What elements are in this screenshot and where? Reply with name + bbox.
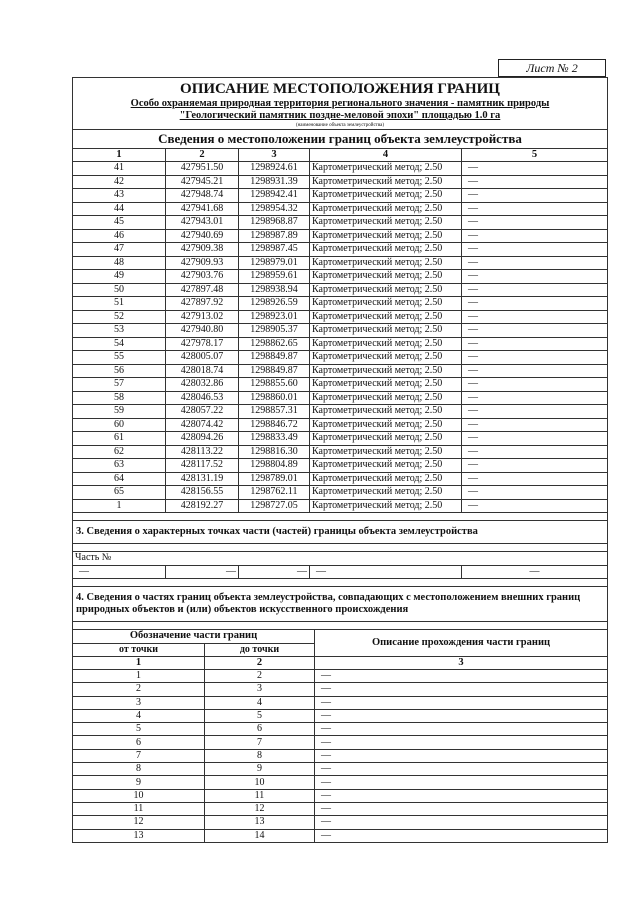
x-coordinate: 428032.86 bbox=[166, 378, 239, 392]
method-accuracy: Картометрический метод; 2.50 bbox=[310, 445, 462, 459]
table-row bbox=[73, 816, 608, 829]
y-coordinate: 1298846.72 bbox=[239, 418, 310, 432]
y-coordinate: 1298924.61 bbox=[239, 162, 310, 176]
y-coordinate: 1298789.01 bbox=[239, 472, 310, 486]
point-description: — bbox=[462, 243, 608, 257]
y-coordinate: 1298987.89 bbox=[239, 229, 310, 243]
boundary-part-group-header: Обозначение части границ bbox=[73, 630, 315, 644]
part-dash-row bbox=[73, 565, 608, 579]
y-coordinate: 1298849.87 bbox=[239, 351, 310, 365]
table-row bbox=[73, 829, 608, 842]
y-coordinate: 1298938.94 bbox=[239, 283, 310, 297]
point-description: — bbox=[462, 229, 608, 243]
sheet-number: Лист № 2 bbox=[498, 59, 606, 77]
method-accuracy: Картометрический метод; 2.50 bbox=[310, 418, 462, 432]
part-dash-cell: — bbox=[73, 565, 166, 579]
y-coordinate: 1298979.01 bbox=[239, 256, 310, 270]
from-point: 11 bbox=[73, 802, 205, 815]
passage-description: — bbox=[315, 683, 608, 696]
x-coordinate: 428046.53 bbox=[166, 391, 239, 405]
part-number-label: Часть № bbox=[73, 552, 608, 566]
x-coordinate: 428156.55 bbox=[166, 486, 239, 500]
col-number-3: 3 bbox=[315, 657, 608, 670]
method-accuracy: Картометрический метод; 2.50 bbox=[310, 216, 462, 230]
method-accuracy: Картометрический метод; 2.50 bbox=[310, 162, 462, 176]
table-row bbox=[73, 162, 608, 176]
section3-title: 3. Сведения о характерных точках части (частей) границы объекта землеустройства bbox=[73, 521, 608, 544]
y-coordinate: 1298804.89 bbox=[239, 459, 310, 473]
to-point: 6 bbox=[205, 723, 315, 736]
x-coordinate: 428113.22 bbox=[166, 445, 239, 459]
y-coordinate: 1298862.65 bbox=[239, 337, 310, 351]
method-accuracy: Картометрический метод; 2.50 bbox=[310, 324, 462, 338]
table-row bbox=[73, 789, 608, 802]
method-accuracy: Картометрический метод; 2.50 bbox=[310, 459, 462, 473]
x-coordinate: 427948.74 bbox=[166, 189, 239, 203]
to-point: 12 bbox=[205, 802, 315, 815]
table-row bbox=[73, 486, 608, 500]
from-point: 12 bbox=[73, 816, 205, 829]
passage-description: — bbox=[315, 749, 608, 762]
passage-description: — bbox=[315, 696, 608, 709]
section4-column-number-row bbox=[73, 657, 608, 670]
table-row bbox=[73, 297, 608, 311]
point-description: — bbox=[462, 391, 608, 405]
x-coordinate: 427940.69 bbox=[166, 229, 239, 243]
y-coordinate: 1298727.05 bbox=[239, 499, 310, 513]
point-description: — bbox=[462, 202, 608, 216]
method-accuracy: Картометрический метод; 2.50 bbox=[310, 229, 462, 243]
object-description-line2: "Геологический памятник поздне-меловой эпохи" площадью 1.0 га bbox=[179, 110, 501, 121]
passage-description: — bbox=[315, 670, 608, 683]
col-number-2: 2 bbox=[205, 657, 315, 670]
passage-description: — bbox=[315, 776, 608, 789]
y-coordinate: 1298954.32 bbox=[239, 202, 310, 216]
passage-description: — bbox=[315, 709, 608, 722]
point-number: 45 bbox=[73, 216, 166, 230]
table-row bbox=[73, 670, 608, 683]
table-row bbox=[73, 256, 608, 270]
col-number-3: 3 bbox=[239, 149, 310, 162]
x-coordinate: 427943.01 bbox=[166, 216, 239, 230]
point-description: — bbox=[462, 432, 608, 446]
y-coordinate: 1298942.41 bbox=[239, 189, 310, 203]
point-number: 64 bbox=[73, 472, 166, 486]
from-point: 4 bbox=[73, 709, 205, 722]
from-point: 8 bbox=[73, 763, 205, 776]
x-coordinate: 427909.93 bbox=[166, 256, 239, 270]
from-point: 13 bbox=[73, 829, 205, 842]
from-point: 3 bbox=[73, 696, 205, 709]
table-row bbox=[73, 391, 608, 405]
point-number: 47 bbox=[73, 243, 166, 257]
x-coordinate: 428094.26 bbox=[166, 432, 239, 446]
table-row bbox=[73, 499, 608, 513]
passage-description: — bbox=[315, 789, 608, 802]
y-coordinate: 1298905.37 bbox=[239, 324, 310, 338]
point-number: 59 bbox=[73, 405, 166, 419]
to-point: 8 bbox=[205, 749, 315, 762]
method-accuracy: Картометрический метод; 2.50 bbox=[310, 364, 462, 378]
description-header: Описание прохождения части границ bbox=[315, 630, 608, 657]
y-coordinate: 1298931.39 bbox=[239, 175, 310, 189]
table-row bbox=[73, 310, 608, 324]
col-number-1: 1 bbox=[73, 149, 166, 162]
to-point: 13 bbox=[205, 816, 315, 829]
to-point: 14 bbox=[205, 829, 315, 842]
point-number: 42 bbox=[73, 175, 166, 189]
point-description: — bbox=[462, 337, 608, 351]
x-coordinate: 427945.21 bbox=[166, 175, 239, 189]
point-number: 49 bbox=[73, 270, 166, 284]
point-description: — bbox=[462, 364, 608, 378]
document-page bbox=[72, 77, 607, 843]
x-coordinate: 427897.48 bbox=[166, 283, 239, 297]
table-row bbox=[73, 202, 608, 216]
to-point: 10 bbox=[205, 776, 315, 789]
to-point: 5 bbox=[205, 709, 315, 722]
method-accuracy: Картометрический метод; 2.50 bbox=[310, 337, 462, 351]
point-number: 46 bbox=[73, 229, 166, 243]
col-number-2: 2 bbox=[166, 149, 239, 162]
point-description: — bbox=[462, 270, 608, 284]
from-point: 2 bbox=[73, 683, 205, 696]
y-coordinate: 1298968.87 bbox=[239, 216, 310, 230]
part-points-table bbox=[72, 513, 608, 586]
point-number: 48 bbox=[73, 256, 166, 270]
table-row bbox=[73, 749, 608, 762]
point-number: 55 bbox=[73, 351, 166, 365]
point-description: — bbox=[462, 256, 608, 270]
table-row bbox=[73, 763, 608, 776]
x-coordinate: 427978.17 bbox=[166, 337, 239, 351]
part-dash-cell: — bbox=[462, 565, 608, 579]
y-coordinate: 1298816.30 bbox=[239, 445, 310, 459]
y-coordinate: 1298762.11 bbox=[239, 486, 310, 500]
document-title: ОПИСАНИЕ МЕСТОПОЛОЖЕНИЯ ГРАНИЦ bbox=[180, 81, 500, 97]
point-number: 58 bbox=[73, 391, 166, 405]
point-description: — bbox=[462, 405, 608, 419]
table-row bbox=[73, 175, 608, 189]
x-coordinate: 427913.02 bbox=[166, 310, 239, 324]
point-description: — bbox=[462, 310, 608, 324]
method-accuracy: Картометрический метод; 2.50 bbox=[310, 378, 462, 392]
col-number-1: 1 bbox=[73, 657, 205, 670]
point-number: 60 bbox=[73, 418, 166, 432]
from-point: 7 bbox=[73, 749, 205, 762]
table-row bbox=[73, 270, 608, 284]
part-dash-cell: — bbox=[310, 565, 462, 579]
method-accuracy: Картометрический метод; 2.50 bbox=[310, 499, 462, 513]
method-accuracy: Картометрический метод; 2.50 bbox=[310, 189, 462, 203]
table-row bbox=[73, 445, 608, 459]
y-coordinate: 1298926.59 bbox=[239, 297, 310, 311]
point-number: 62 bbox=[73, 445, 166, 459]
table-row bbox=[73, 709, 608, 722]
point-number: 50 bbox=[73, 283, 166, 297]
method-accuracy: Картометрический метод; 2.50 bbox=[310, 256, 462, 270]
point-number: 54 bbox=[73, 337, 166, 351]
point-number: 56 bbox=[73, 364, 166, 378]
table-row bbox=[73, 696, 608, 709]
table-row bbox=[73, 229, 608, 243]
col-number-4: 4 bbox=[310, 149, 462, 162]
y-coordinate: 1298959.61 bbox=[239, 270, 310, 284]
point-description: — bbox=[462, 189, 608, 203]
method-accuracy: Картометрический метод; 2.50 bbox=[310, 486, 462, 500]
x-coordinate: 427897.92 bbox=[166, 297, 239, 311]
y-coordinate: 1298855.60 bbox=[239, 378, 310, 392]
passage-description: — bbox=[315, 829, 608, 842]
y-coordinate: 1298857.31 bbox=[239, 405, 310, 419]
method-accuracy: Картометрический метод; 2.50 bbox=[310, 351, 462, 365]
column-number-row bbox=[73, 149, 608, 162]
method-accuracy: Картометрический метод; 2.50 bbox=[310, 243, 462, 257]
passage-description: — bbox=[315, 763, 608, 776]
table-row bbox=[73, 351, 608, 365]
table-row bbox=[73, 216, 608, 230]
table-row bbox=[73, 337, 608, 351]
table-row bbox=[73, 459, 608, 473]
method-accuracy: Картометрический метод; 2.50 bbox=[310, 391, 462, 405]
point-description: — bbox=[462, 459, 608, 473]
section2-title: Сведения о местоположении границ объекта землеустройства bbox=[73, 130, 608, 149]
table-row bbox=[73, 683, 608, 696]
method-accuracy: Картометрический метод; 2.50 bbox=[310, 175, 462, 189]
table-row bbox=[73, 243, 608, 257]
point-number: 53 bbox=[73, 324, 166, 338]
passage-description: — bbox=[315, 816, 608, 829]
x-coordinate: 428117.52 bbox=[166, 459, 239, 473]
part-dash-cell: — bbox=[166, 565, 239, 579]
method-accuracy: Картометрический метод; 2.50 bbox=[310, 283, 462, 297]
from-point: 5 bbox=[73, 723, 205, 736]
part-dash-cell: — bbox=[239, 565, 310, 579]
point-number: 52 bbox=[73, 310, 166, 324]
point-number: 43 bbox=[73, 189, 166, 203]
from-point: 6 bbox=[73, 736, 205, 749]
point-description: — bbox=[462, 216, 608, 230]
point-description: — bbox=[462, 175, 608, 189]
y-coordinate: 1298833.49 bbox=[239, 432, 310, 446]
point-number: 63 bbox=[73, 459, 166, 473]
point-description: — bbox=[462, 378, 608, 392]
y-coordinate: 1298987.45 bbox=[239, 243, 310, 257]
from-point: 9 bbox=[73, 776, 205, 789]
from-point: 10 bbox=[73, 789, 205, 802]
method-accuracy: Картометрический метод; 2.50 bbox=[310, 297, 462, 311]
x-coordinate: 427951.50 bbox=[166, 162, 239, 176]
method-accuracy: Картометрический метод; 2.50 bbox=[310, 270, 462, 284]
method-accuracy: Картометрический метод; 2.50 bbox=[310, 432, 462, 446]
table-row bbox=[73, 189, 608, 203]
point-number: 61 bbox=[73, 432, 166, 446]
table-row bbox=[73, 378, 608, 392]
table-row bbox=[73, 418, 608, 432]
passage-description: — bbox=[315, 802, 608, 815]
method-accuracy: Картометрический метод; 2.50 bbox=[310, 405, 462, 419]
point-number: 51 bbox=[73, 297, 166, 311]
to-point: 2 bbox=[205, 670, 315, 683]
point-description: — bbox=[462, 418, 608, 432]
point-description: — bbox=[462, 351, 608, 365]
point-description: — bbox=[462, 162, 608, 176]
table-row bbox=[73, 802, 608, 815]
to-point-header: до точки bbox=[205, 643, 315, 657]
x-coordinate: 428074.42 bbox=[166, 418, 239, 432]
y-coordinate: 1298849.87 bbox=[239, 364, 310, 378]
table-row bbox=[73, 283, 608, 297]
x-coordinate: 428057.22 bbox=[166, 405, 239, 419]
x-coordinate: 428131.19 bbox=[166, 472, 239, 486]
x-coordinate: 427940.80 bbox=[166, 324, 239, 338]
x-coordinate: 428005.07 bbox=[166, 351, 239, 365]
passage-description: — bbox=[315, 736, 608, 749]
method-accuracy: Картометрический метод; 2.50 bbox=[310, 472, 462, 486]
table-row bbox=[73, 472, 608, 486]
point-description: — bbox=[462, 445, 608, 459]
table-row bbox=[73, 405, 608, 419]
to-point: 4 bbox=[205, 696, 315, 709]
point-description: — bbox=[462, 486, 608, 500]
point-description: — bbox=[462, 499, 608, 513]
table-row bbox=[73, 736, 608, 749]
point-number: 65 bbox=[73, 486, 166, 500]
method-accuracy: Картометрический метод; 2.50 bbox=[310, 202, 462, 216]
to-point: 3 bbox=[205, 683, 315, 696]
table-row bbox=[73, 324, 608, 338]
x-coordinate: 427909.38 bbox=[166, 243, 239, 257]
table-row bbox=[73, 723, 608, 736]
section4-title: 4. Сведения о частях границ объекта землеустройства, совпадающих с местоположением внешних границ природных объектов и (или) объектов искусственного происхождения bbox=[73, 587, 608, 622]
table-row bbox=[73, 432, 608, 446]
object-description-line1: Особо охраняемая природная территория регионального значения - памятник природы bbox=[130, 98, 550, 109]
natural-boundaries-table bbox=[72, 586, 608, 843]
x-coordinate: 428018.74 bbox=[166, 364, 239, 378]
boundary-points-table bbox=[72, 77, 608, 513]
from-point-header: от точки bbox=[73, 643, 205, 657]
point-description: — bbox=[462, 324, 608, 338]
x-coordinate: 427941.68 bbox=[166, 202, 239, 216]
point-number: 1 bbox=[73, 499, 166, 513]
x-coordinate: 427903.76 bbox=[166, 270, 239, 284]
x-coordinate: 428192.27 bbox=[166, 499, 239, 513]
point-description: — bbox=[462, 472, 608, 486]
table-row bbox=[73, 776, 608, 789]
object-caption: (наименование объекта землеустройства) bbox=[295, 123, 385, 128]
to-point: 9 bbox=[205, 763, 315, 776]
y-coordinate: 1298923.01 bbox=[239, 310, 310, 324]
point-description: — bbox=[462, 283, 608, 297]
method-accuracy: Картометрический метод; 2.50 bbox=[310, 310, 462, 324]
point-number: 41 bbox=[73, 162, 166, 176]
col-number-5: 5 bbox=[462, 149, 608, 162]
to-point: 11 bbox=[205, 789, 315, 802]
to-point: 7 bbox=[205, 736, 315, 749]
table-row bbox=[73, 364, 608, 378]
passage-description: — bbox=[315, 723, 608, 736]
point-number: 57 bbox=[73, 378, 166, 392]
point-number: 44 bbox=[73, 202, 166, 216]
point-description: — bbox=[462, 297, 608, 311]
y-coordinate: 1298860.01 bbox=[239, 391, 310, 405]
from-point: 1 bbox=[73, 670, 205, 683]
